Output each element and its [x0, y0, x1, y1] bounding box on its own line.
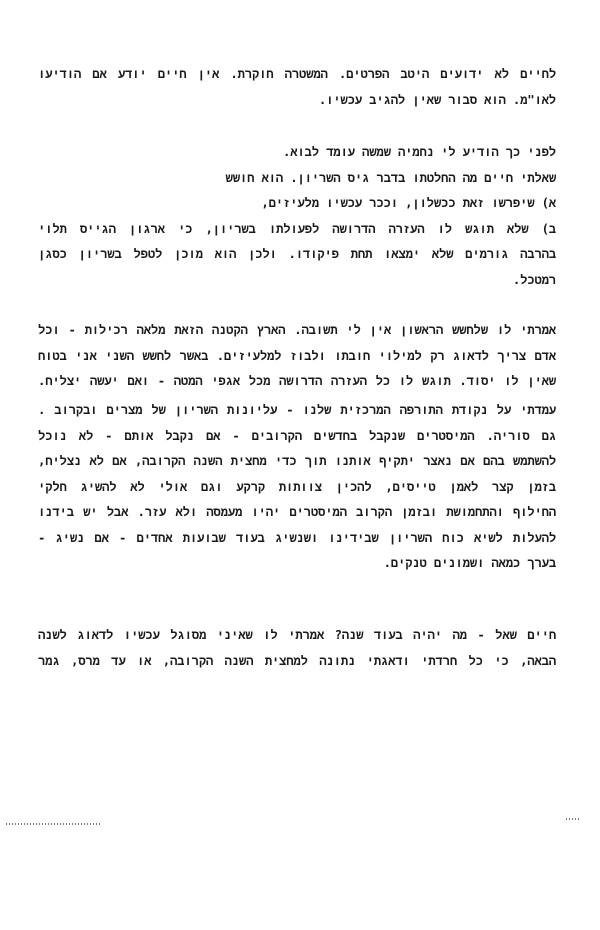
text-line: החילוף והתחמושת ובזמן הקרוב המיסטרים יהיו מעמסה ולא עזר. אבל יש בידנו	[38, 505, 556, 519]
text-line: עמדתי על נקודת התורפה המרכזית שלנו - עליונות השריון של מצרים ובקרוב .	[38, 403, 556, 417]
paragraph-next-year	[38, 623, 556, 674]
text-line: ב) שלא תוגש לו העזרה הדרושה לפעולתו בשריון, כי ארגון הגייס תלוי	[38, 221, 556, 236]
text-line: בזמן קצר לאמן טייסים, להכין צוותות קרקע וגם אולי לא להשיג חלקי	[38, 479, 556, 494]
scan-artifact	[566, 818, 580, 820]
text-line: לאו"מ. הוא סבור שאין להגיב עכשיו.	[318, 92, 556, 107]
text-line: לפני כך הודיע לי נחמיה שמשה עומד לבוא.	[282, 145, 556, 159]
text-line: אמרתי לו שלחשש הראשון אין לי תשובה. הארץ הקטנה הזאת מלאה רכילות - וכל	[38, 323, 556, 337]
text-line: אדם צריך לדאוג רק למילוי חובתו ולבוז למלעיזים. באשר לחשש השני אני בטוח	[38, 348, 556, 363]
text-line: בערך כמאה ושמונים טנקים.	[383, 556, 556, 570]
text-line: שאין לו יסוד. תוגש לו כל העזרה הדרושה מכל אגפי המטה - ואם יעשה יצליח.	[38, 374, 556, 388]
paragraph-answer-to-concerns	[38, 318, 556, 395]
text-line: גם סוריה. המיסטרים שנקבל בחדשים הקרובים - אם נקבל אותם - לא נוכל	[38, 428, 556, 443]
text-line: חיים שאל - מה יהיה בעוד שנה? אמרתי לו שאיני מסוגל עכשיו לדאוג לשנה	[38, 628, 556, 642]
paragraph-police-investigation	[38, 62, 556, 113]
paragraph-armor-superiority	[38, 398, 556, 577]
paragraph-armored-corps-question	[38, 140, 556, 293]
text-line: לחיים לא ידועים היטב הפרטים. המשטרה חוקרת. אין חיים יודע אם הודיעו	[38, 67, 556, 81]
text-line: שאלתי חיים מה החלטתו בדבר גיס השריון. הוא חושש	[225, 170, 556, 185]
text-line: להשתמש בהם אם נאצר יתקיף אותנו תוך כדי מחצית השנה הקרובה, אם לא נצליח,	[38, 454, 556, 468]
text-line: בהרבה גורמים שלא ימצאו תחת פיקודו. ולכן הוא מוכן לטפל בשריון כסגן	[38, 247, 556, 261]
text-line: להעלות לשיא כוח השריון שבידינו ושנשיג בעוד שבועות אחדים - אם נשיג -	[38, 530, 556, 545]
text-line: הבאה, כי כל חרדתי ודאגתי נתונה למחצית השנה הקרובה, או עד מרס, גמר	[38, 653, 556, 668]
text-line: רמטכל.	[512, 272, 556, 287]
text-line: א) שיפרשו זאת ככשלון, וככר עכשיו מלעיזים,	[261, 196, 556, 210]
scan-artifact	[6, 823, 102, 825]
